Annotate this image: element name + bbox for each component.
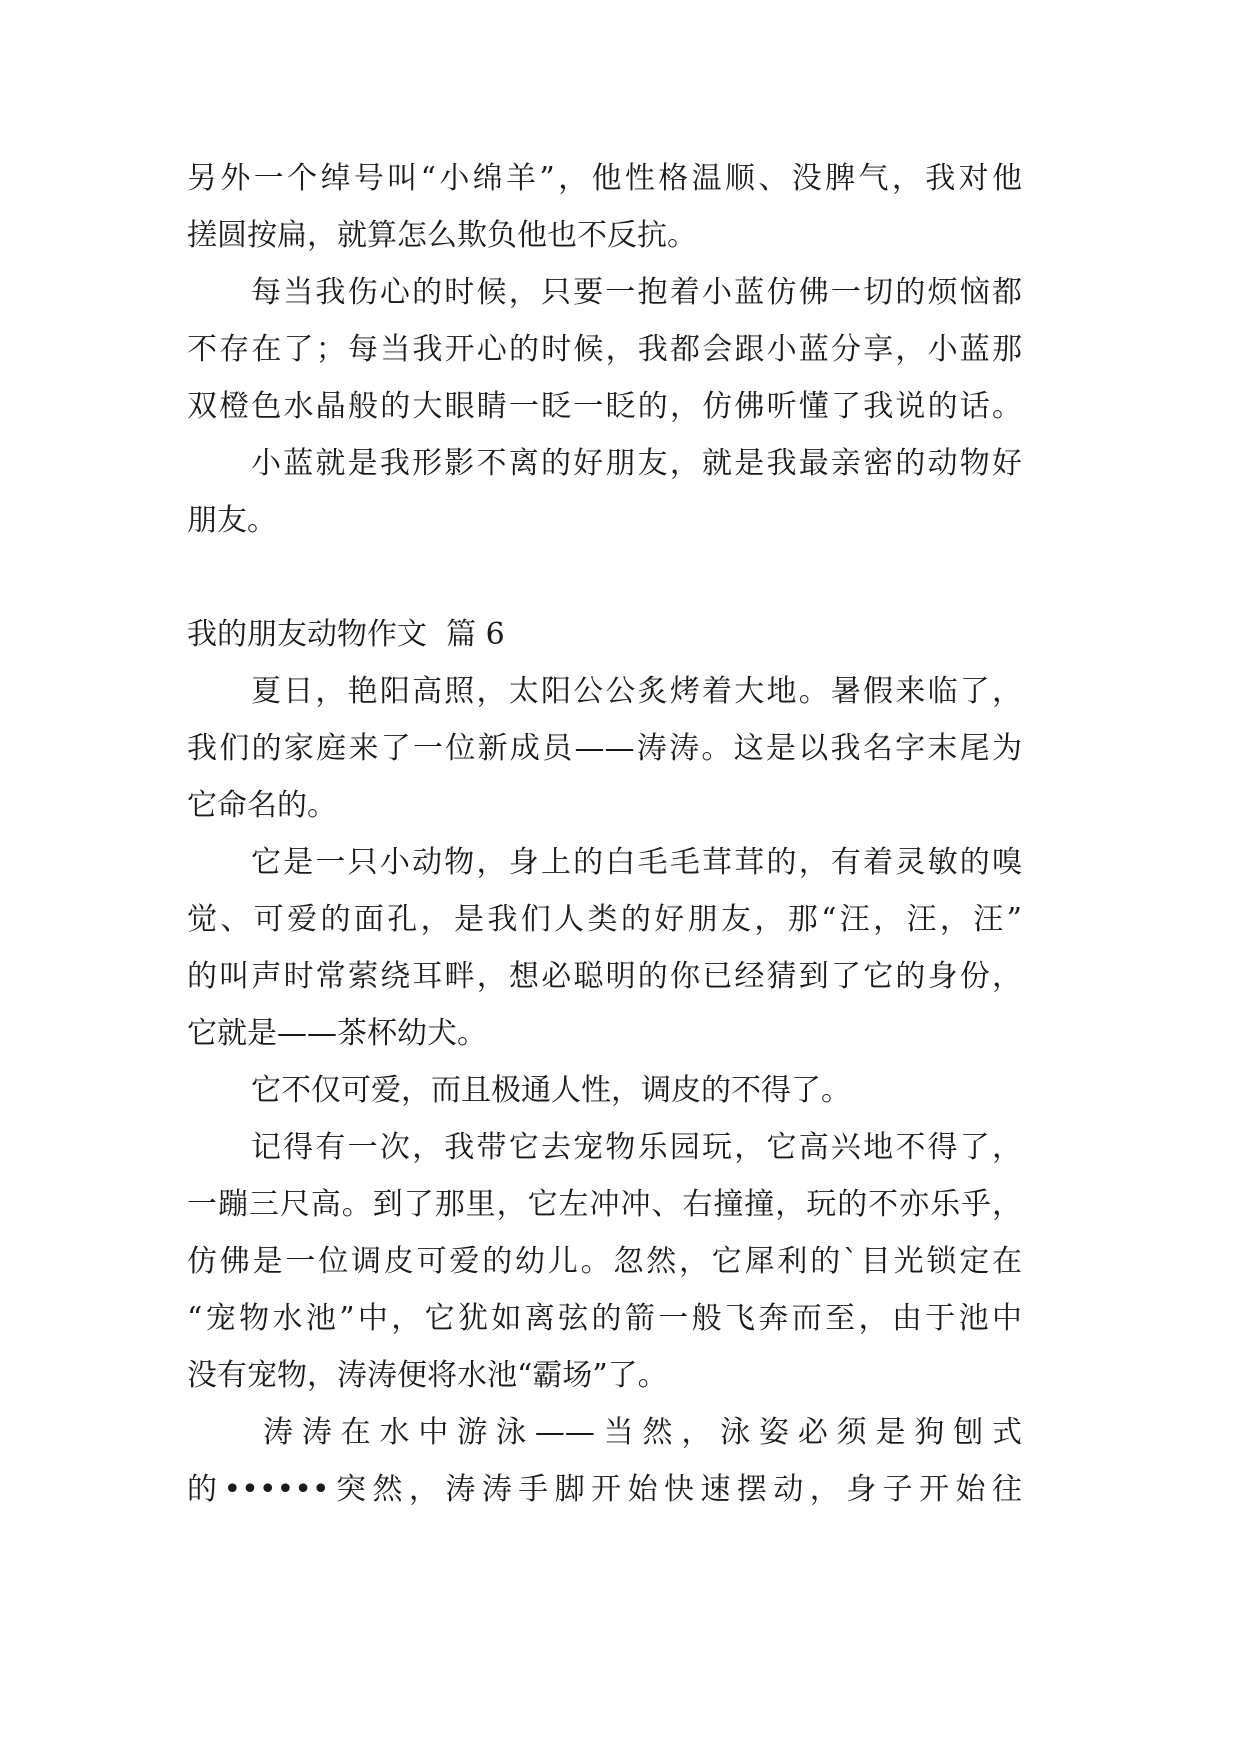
text-line: 它是一只小动物，身上的白毛毛茸茸的，有着灵敏的嗅 — [251, 845, 1022, 880]
paragraph — [187, 834, 1022, 1062]
text-line: 仿佛是一位调皮可爱的幼儿。忽然，它犀利的`目光锁定在 — [187, 1244, 1022, 1279]
text-line: 涛涛在水中游泳——当然，泳姿必须是狗刨式 — [263, 1415, 1022, 1450]
text-line: 另外一个绰号叫“小绵羊”，他性格温顺、没脾气，我对他 — [187, 161, 1022, 196]
paragraph — [187, 435, 1022, 549]
paragraph — [187, 264, 1022, 435]
text-line: 我们的家庭来了一位新成员——涛涛。这是以我名字末尾为 — [187, 731, 1022, 766]
paragraph — [187, 663, 1022, 834]
text-line: 小蓝就是我形影不离的好朋友，就是我最亲密的动物好 — [251, 446, 1022, 481]
text-line: 每当我伤心的时候，只要一抱着小蓝仿佛一切的烦恼都 — [251, 275, 1022, 310]
paragraph — [187, 1062, 1022, 1119]
text-line: 它不仅可爱，而且极通人性，调皮的不得了。 — [251, 1073, 851, 1108]
text-line: 记得有一次，我带它去宠物乐园玩，它高兴地不得了， — [251, 1130, 1022, 1165]
text-line: “宠物水池”中，它犹如离弦的箭一般飞奔而至，由于池中 — [187, 1301, 1022, 1336]
text-line: 的••••••突然，涛涛手脚开始快速摆动，身子开始往 — [187, 1472, 1022, 1507]
paragraph — [187, 1404, 1022, 1518]
text-line: 一蹦三尺高。到了那里，它左冲冲、右撞撞，玩的不亦乐乎， — [187, 1187, 1022, 1222]
text-line: 双橙色水晶般的大眼睛一眨一眨的，仿佛听懂了我说的话。 — [187, 389, 1022, 424]
text-line: 朋友。 — [187, 503, 277, 538]
section-heading: 我的朋友动物作文 篇 6 — [187, 617, 505, 652]
text-line: 搓圆按扁，就算怎么欺负他也不反抗。 — [187, 218, 697, 253]
text-line: 的叫声时常萦绕耳畔，想必聪明的你已经猜到了它的身份， — [187, 959, 1022, 994]
paragraph — [187, 150, 1022, 264]
text-line: 夏日，艳阳高照，太阳公公炙烤着大地。暑假来临了， — [251, 674, 1022, 709]
text-line: 不存在了；每当我开心的时候，我都会跟小蓝分享，小蓝那 — [187, 332, 1022, 367]
text-line: 没有宠物，涛涛便将水池“霸场”了。 — [187, 1358, 668, 1393]
document-page — [187, 150, 1022, 1518]
text-line: 它命名的。 — [187, 788, 337, 823]
paragraph — [187, 1119, 1022, 1404]
blank-line — [187, 549, 1022, 606]
text-line: 觉、可爱的面孔，是我们人类的好朋友，那“汪，汪，汪” — [187, 902, 1022, 937]
text-line: 它就是——茶杯幼犬。 — [187, 1016, 487, 1051]
